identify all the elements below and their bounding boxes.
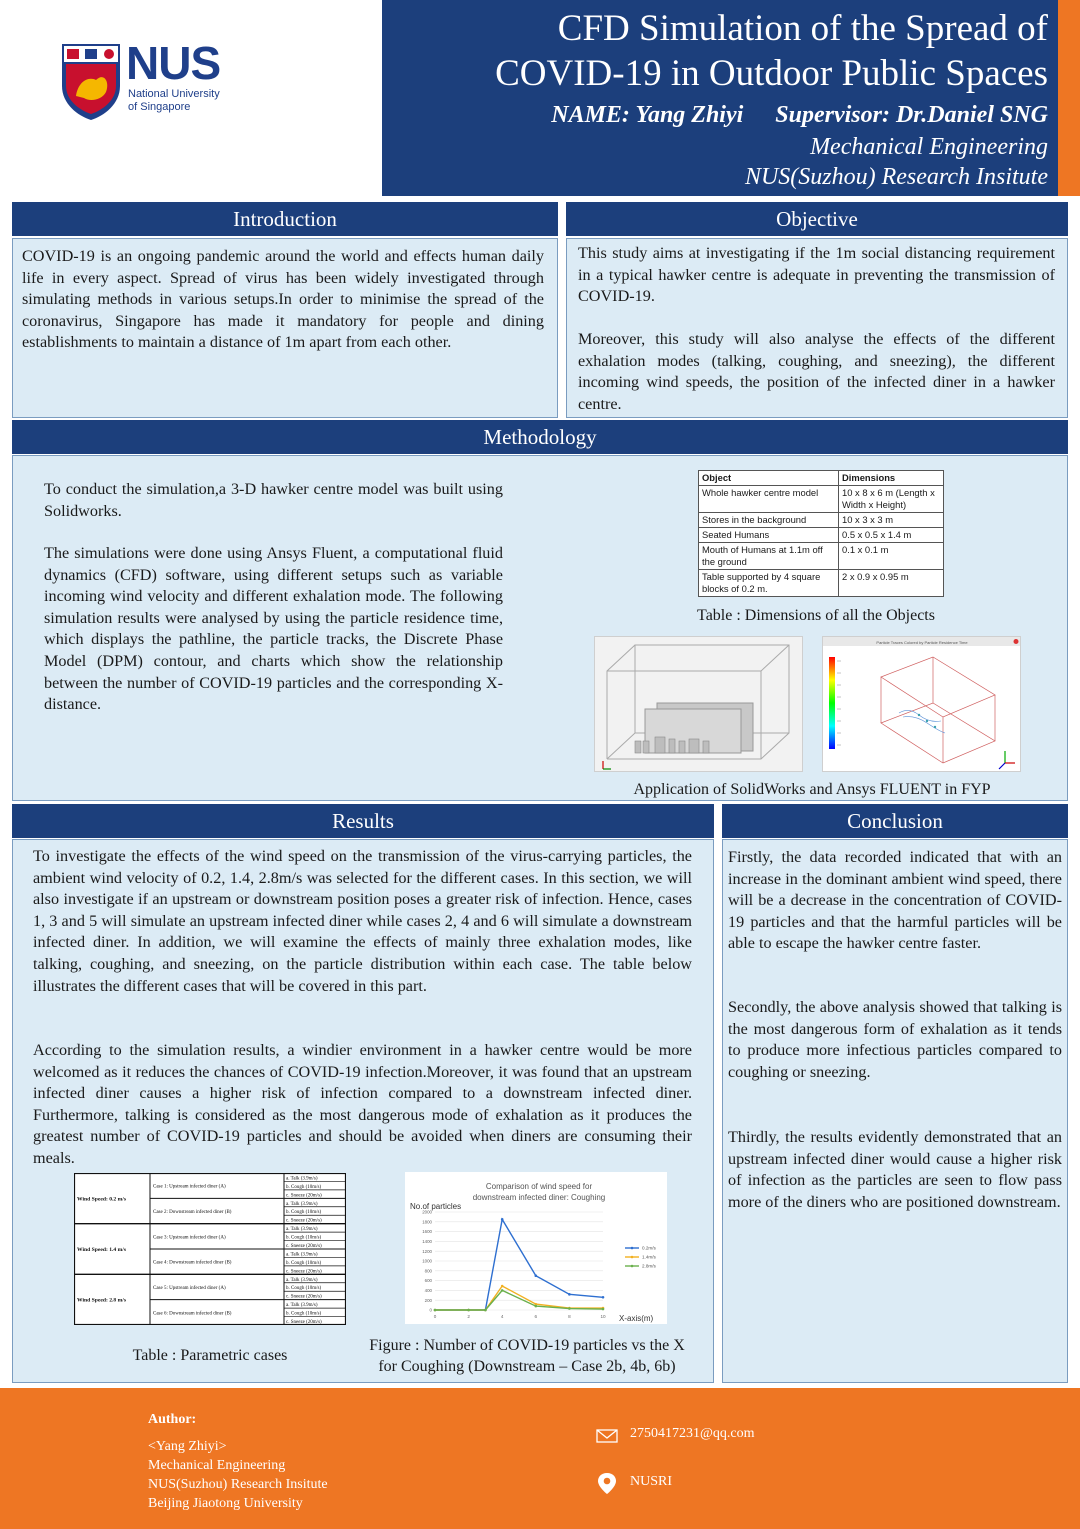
case-label: Case 4: Downstream infected diner (B) <box>153 1260 232 1266</box>
chart-y-tick-label: 400 <box>424 1288 432 1293</box>
chart-x-axis-label: X-axis(m) <box>619 1314 654 1323</box>
table-cell: Table supported by 4 square blocks of 0.2 m. <box>699 570 839 597</box>
author-line: <Yang Zhiyi> <box>148 1439 227 1454</box>
chart-data-point <box>535 1274 538 1277</box>
logo-subtitle: National University of Singapore <box>128 88 220 113</box>
introduction-heading: Introduction <box>12 202 558 236</box>
table-header: Object <box>699 471 839 486</box>
chart-y-tick-label: 1200 <box>422 1248 432 1254</box>
chart-y-tick-label: 1000 <box>422 1258 432 1264</box>
figure-caption <box>342 1335 712 1377</box>
table-row <box>699 543 944 570</box>
table-row <box>699 486 944 513</box>
table-header: Dimensions <box>839 471 944 486</box>
chart-data-point <box>434 1309 437 1312</box>
methodology-heading: Methodology <box>12 420 1068 454</box>
author-supervisor-line <box>382 98 1048 132</box>
title-block <box>382 0 1058 196</box>
chart-x-tick-label: 6 <box>534 1314 538 1319</box>
chart-y-tick-label: 1800 <box>422 1219 432 1225</box>
exhalation-mode-label: a. Talk (3.9m/s) <box>286 1252 318 1258</box>
poster-title-line-2: COVID-19 in Outdoor Public Spaces <box>495 53 1048 94</box>
exhalation-mode-label: b. Cough (10m/s) <box>286 1210 322 1216</box>
fluent-window-title: Particle Traces Colored by Particle Residence Time <box>876 640 968 645</box>
figure-caption-line-1: Figure : Number of COVID-19 particles vs the X <box>369 1337 685 1354</box>
table-row <box>699 513 944 528</box>
exhalation-mode-label: b. Cough (10m/s) <box>286 1260 322 1266</box>
chart-y-tick-label: 200 <box>424 1297 432 1303</box>
exhalation-mode-label: c. Sneeze (20m/s) <box>286 1193 322 1199</box>
chart-x-tick-label: 4 <box>500 1314 504 1319</box>
conclusion-paragraph-1: Firstly, the data recorded indicated that with an increase in the dominant ambient wind speed, there will be a decrease in the concentration of COVID-19 particles and that the harmful particles will be able to escape the hawker centre faster. <box>728 848 1062 953</box>
nus-logo <box>60 37 260 132</box>
chart-legend-label: 0.2m/s <box>642 1245 656 1251</box>
chart-legend-label: 1.4m/s <box>642 1254 656 1260</box>
chart-legend-label: 2.8m/s <box>642 1263 656 1269</box>
dimensions-table <box>698 470 944 597</box>
exhalation-mode-label: a. Talk (3.9m/s) <box>286 1201 318 1207</box>
exhalation-mode-label: a. Talk (3.9m/s) <box>286 1277 318 1283</box>
department: Mechanical Engineering <box>810 134 1048 160</box>
chart-x-tick-label: 0 <box>433 1314 437 1319</box>
chart-y-tick-label: 1400 <box>422 1239 432 1244</box>
conclusion-paragraph-3: Thirdly, the results evidently demonstrated that an upstream infected diner would cause a higher risk of infection as the particles are seen to flow pass more of the diners who are positioned downstream. <box>728 1128 1062 1211</box>
methodology-paragraph-2: The simulations were done using Ansys Fluent, a computational fluid dynamics (CFD) software, using different setups such as variable incoming wind velocity and different exhalation mode. The following simulation results were analysed by using the particle residence time, which displays the pathline, the particle tracks, the Discrete Phase Model (DPM) contour, and charts which show the relationship between the number of COVID-19 particles and the corresponding X-distance. <box>44 544 503 714</box>
exhalation-mode-label: b. Cough (10m/s) <box>286 1235 322 1241</box>
header-accent-strip <box>1058 0 1080 196</box>
table-cell: 0.1 x 0.1 m <box>839 543 944 570</box>
fluent-simulation-image <box>822 636 1021 772</box>
chart-x-tick-label: 2 <box>467 1314 470 1319</box>
results-heading: Results <box>12 804 714 838</box>
case-label: Case 3: Upstream infected diner (A) <box>153 1235 226 1241</box>
exhalation-mode-label: b. Cough (10m/s) <box>286 1311 322 1317</box>
table-row <box>699 528 944 543</box>
parametric-table-caption: Table : Parametric cases <box>132 1347 288 1364</box>
author-line: Beijing Jiaotong University <box>148 1496 303 1511</box>
solidworks-model-image <box>594 636 803 772</box>
author-details <box>148 1437 328 1513</box>
case-label: Case 2: Downstream infected diner (B) <box>153 1210 232 1215</box>
chart-legend-marker <box>631 1247 634 1250</box>
case-label: Case 1: Upstream infected diner (A) <box>153 1184 226 1190</box>
exhalation-mode-label: b. Cough (10m/s) <box>286 1184 322 1190</box>
location-pin-icon <box>596 1472 618 1496</box>
exhalation-mode-label: b. Cough (10m/s) <box>286 1286 322 1292</box>
results-paragraph-1: To investigate the effects of the wind speed on the transmission of the virus-carrying particles, the ambient wind velocity of 0.2, 1.4, 2.8m/s was selected for the different cases. In this section, we will also investigate if an upstream or downstream position poses a greater risk of infection. Hence, cases 1, 3 and 5 will simulate an upstream infected diner while cases 2, 4 and 6 will simulate a downstream infected diner. In addition, we will examine the effects of mainly three exhalation modes, like talking, coughing, and sneezing, on the particle distribution within each case. The table below illustrates the different cases that will be covered in this part. <box>33 847 692 995</box>
table-cell: 10 x 8 x 6 m (Length x Width x Height) <box>839 486 944 513</box>
email-contact <box>596 1426 755 1444</box>
author-line: Mechanical Engineering <box>148 1458 286 1473</box>
chart-data-point <box>568 1307 571 1310</box>
table-cell: 2 x 0.9 x 0.95 m <box>839 570 944 597</box>
wind-speed-label: Wind Speed: 2.8 m/s <box>77 1297 127 1304</box>
conclusion-heading: Conclusion <box>722 804 1068 838</box>
table-row <box>699 570 944 597</box>
introduction-text: COVID-19 is an ongoing pandemic around the world and effects human daily life in every aspect. Spread of virus has been widely investigated through simulating methods in various setups.In order to minimise the spread of the coronavirus, Singapore has made it mandatory for people and dining establishments to maintain a distance of 1m apart from each other. <box>22 247 544 352</box>
chart-x-tick-label: 10 <box>600 1314 606 1319</box>
location-text: NUSRI <box>630 1474 673 1489</box>
chart-data-point <box>501 1285 504 1288</box>
chart-data-point <box>602 1308 605 1311</box>
logo-wordmark: NUS <box>126 37 221 89</box>
exhalation-mode-label: c. Sneeze (20m/s) <box>286 1218 322 1224</box>
chart-data-point <box>501 1218 504 1221</box>
exhalation-mode-label: a. Talk (3.9m/s) <box>286 1227 318 1233</box>
location-contact <box>596 1472 673 1496</box>
table-header-row <box>699 471 944 486</box>
chart-data-point <box>467 1309 470 1312</box>
chart-y-axis-label: No.of particles <box>410 1202 462 1211</box>
table-cell: Mouth of Humans at 1.1m off the ground <box>699 543 839 570</box>
chart-series-line <box>435 1219 603 1310</box>
table-cell: Stores in the background <box>699 513 839 528</box>
exhalation-mode-label: c. Sneeze (20m/s) <box>286 1320 322 1325</box>
particles-vs-x-chart <box>405 1172 667 1324</box>
objective-paragraph-2: Moreover, this study will also analyse the effects of the different exhalation modes (talking, coughing, and sneezing), the different incoming wind speeds, the position of the infected diner in a hawker centre. <box>578 330 1055 413</box>
email-address[interactable]: 2750417231@qq.com <box>630 1426 755 1441</box>
chart-title: Comparison of wind speed for <box>485 1182 593 1191</box>
case-label: Case 6: Downstream infected diner (B) <box>153 1311 232 1317</box>
conclusion-paragraph-2: Secondly, the above analysis showed that talking is the most dangerous form of exhalation as it tends to produce more infectious particles compared to coughing or sneezing. <box>728 998 1062 1081</box>
exhalation-mode-label: a. Talk (3.9m/s) <box>286 1303 318 1309</box>
chart-x-tick-label: 8 <box>568 1314 571 1319</box>
chart-y-tick-label: 0 <box>429 1307 432 1313</box>
mail-icon <box>596 1428 618 1444</box>
footer <box>0 1388 1080 1529</box>
chart-y-tick-label: 1600 <box>422 1229 432 1235</box>
chart-data-point <box>484 1309 487 1312</box>
chart-data-point <box>535 1305 538 1308</box>
chart-legend-marker <box>631 1256 634 1259</box>
exhalation-mode-label: a. Talk (3.9m/s) <box>286 1176 318 1182</box>
chart-y-tick-label: 2000 <box>422 1209 432 1215</box>
case-label: Case 5: Upstream infected diner (A) <box>153 1286 226 1291</box>
results-paragraph-2: According to the simulation results, a windier environment in a hawker centre would be more welcomed as it reduces the chances of COVID-19 infection.Moreover, it was found that an upstream infected diner causes a higher risk of infection compared to a downstream infected diner. Furthermore, talking is considered as the most dangerous mode of exhalation as it produces the greatest number of COVID-19 particles and should be avoided when diners are consuming their meals. <box>33 1041 692 1167</box>
chart-title-line-2: downstream infected diner: Coughing <box>472 1193 606 1202</box>
exhalation-mode-label: c. Sneeze (20m/s) <box>286 1244 322 1249</box>
institute: NUS(Suzhou) Research Insitute <box>744 164 1048 190</box>
exhalation-mode-label: c. Sneeze (20m/s) <box>286 1294 322 1300</box>
wind-speed-label: Wind Speed: 0.2 m/s <box>77 1196 127 1203</box>
supervisor-name: Supervisor: Dr.Daniel SNG <box>775 102 1048 128</box>
chart-data-point <box>568 1293 571 1296</box>
table-cell: 0.5 x 0.5 x 1.4 m <box>839 528 944 543</box>
table-cell: Seated Humans <box>699 528 839 543</box>
nus-crest-icon <box>60 42 122 122</box>
chart-y-tick-label: 600 <box>424 1278 432 1284</box>
author-line: NUS(Suzhou) Research Insitute <box>148 1477 328 1492</box>
table-cell: Whole hawker centre model <box>699 486 839 513</box>
chart-data-point <box>501 1289 504 1292</box>
exhalation-mode-label: c. Sneeze (20m/s) <box>286 1269 322 1275</box>
methodology-paragraph-1: To conduct the simulation,a 3-D hawker centre model was built using Solidworks. <box>44 480 503 520</box>
parametric-cases-table <box>74 1173 346 1325</box>
wind-speed-label: Wind Speed: 1.4 m/s <box>77 1247 127 1253</box>
author-heading: Author: <box>148 1412 197 1427</box>
software-images-caption: Application of SolidWorks and Ansys FLUENT in FYP <box>633 781 991 798</box>
chart-y-tick-label: 800 <box>424 1268 432 1274</box>
author-name: NAME: Yang Zhiyi <box>551 102 744 128</box>
dimensions-table-caption: Table : Dimensions of all the Objects <box>697 607 935 624</box>
figure-caption-line-2: for Coughing (Downstream – Case 2b, 4b, 6b) <box>378 1358 676 1375</box>
chart-data-point <box>602 1296 605 1299</box>
objective-heading: Objective <box>566 202 1068 236</box>
table-cell: 10 x 3 x 3 m <box>839 513 944 528</box>
chart-legend-marker <box>631 1265 634 1268</box>
poster-title-line-1: CFD Simulation of the Spread of <box>557 8 1048 49</box>
objective-paragraph-1: This study aims at investigating if the 1m social distancing requirement in a typical hawker centre is adequate in preventing the transmission of COVID-19. <box>578 244 1055 306</box>
